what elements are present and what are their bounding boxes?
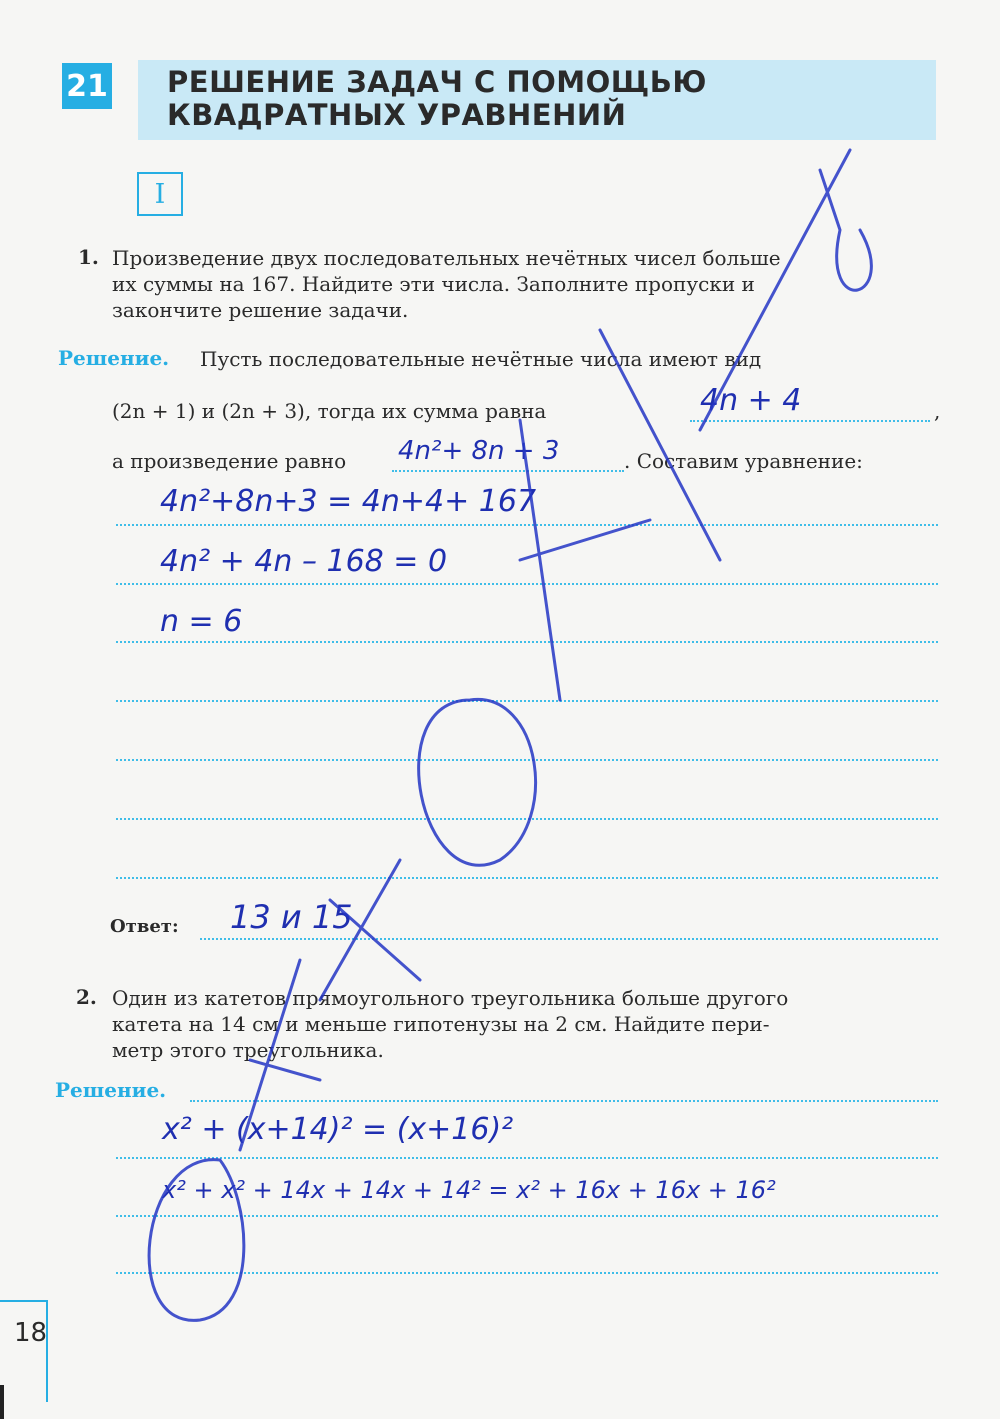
section-number-badge: 21 [62,63,112,109]
level-marker: I [137,172,183,216]
handwritten-equation: n = 6 [160,604,243,639]
problem-1-number: 1. [78,245,99,269]
solution-line-1: Пусть последовательные нечётные числа имеют вид [200,347,762,371]
solution-line-2-comma: , [934,399,941,423]
handwritten-equation: 4n² + 4n – 168 = 0 [160,544,448,579]
title-line-2: КВАДРАТНЫХ УРАВНЕНИЙ [167,98,627,132]
problem-1-solution-label: Решение. [58,346,170,370]
problem-1-text-line: Произведение двух последовательных нечётных чисел больше [112,246,781,270]
problem-2-text-line: катета на 14 см и меньше гипотенузы на 2 см. Найдите пери- [112,1012,770,1036]
handwritten-product: 4n²+ 8n + 3 [398,436,560,466]
handwritten-answer: 13 и 15 [230,898,353,936]
problem-2-text-line: метр этого треугольника. [112,1038,384,1062]
problem-2-solution-label: Решение. [55,1078,167,1102]
handwritten-equation: x² + x² + 14x + 14x + 14² = x² + 16x + 16x + 16² [162,1176,776,1204]
handwritten-equation: 4n²+8n+3 = 4n+4+ 167 [160,484,537,519]
handwritten-equation: x² + (x+14)² = (x+16)² [162,1112,514,1147]
problem-2-number: 2. [76,985,97,1009]
edge-mark [0,1385,4,1419]
solution-line-3: а произведение равно [112,449,347,473]
answer-label: Ответ: [110,916,179,937]
page-number: 18 [14,1318,48,1348]
problem-2-text-line: Один из катетов прямоугольного треугольника больше другого [112,986,789,1010]
problem-1-text-line: их суммы на 167. Найдите эти числа. Заполните пропуски и [112,272,755,296]
solution-line-2: (2n + 1) и (2n + 3), тогда их сумма равна [112,399,547,423]
title-line-1: РЕШЕНИЕ ЗАДАЧ С ПОМОЩЬЮ [167,65,707,99]
problem-1-text-line: закончите решение задачи. [112,298,409,322]
solution-line-3-end: . Составим уравнение: [624,449,863,473]
page-tab [0,1300,48,1402]
handwritten-sum: 4n + 4 [700,383,802,418]
